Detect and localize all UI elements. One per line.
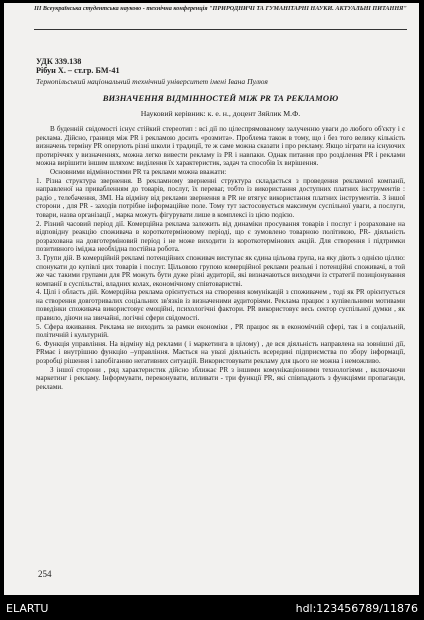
author-line: Рібун Х. – ст.гр. БМ-41 <box>36 66 120 76</box>
repository-name: ELARTU <box>6 602 49 615</box>
list-item: 2. Різний часовий період дії. Комерційна реклама залежить від динаміки просування товарів і послуг і розраховане на відповідну реакцію споживача в короткотерміновому періоді, що є зумовлено товарною політикою, PR- діяльність розрахована на довготерміновий період і не може виходити із короткотермінових акцій. Для створення і підтримки позитивного іміджа необхідна постійна робота. <box>36 219 405 254</box>
document-page <box>4 3 419 595</box>
intro-paragraph: В буденній свідомості існує стійкий стереотип : всі дії по цілеспрямованому залученню уваги до любого об'єкту і є реклама. Дійсно, границя між PR і рекламою досить «розмита». Проблема також в тому, що і без того велику кількість визначень терміну PR оперують різні школи і традиції, те ж саме можна сказати і про рекламу. Якщо зіграти на існуючих протиріччях у визначеннях, можна легко вивести рекламу із PR і навпаки. Однак питання про розділення PR і реклами можна вирішити іншим шляхом: виділення їх характеристик, задач та способів їх вирішення. <box>36 125 405 168</box>
list-item: 6. Функція управління. На відміну від реклами ( і маркетинга в цілому) , де вся діяльність направлена на зовнішні дії, PRмає і внутрішню функцію –управління. Мається на увазі діяльність всередині підприємства по збору інформації, розробці рішення і запобіганню негативних ситуацій. Використовувати рекламу для цього не можна і неможливо. <box>36 339 405 366</box>
page-number: 254 <box>38 569 52 579</box>
scientific-advisor: Науковий керівник: к. е. н., доцент Зяйлик М.Ф. <box>140 109 301 119</box>
closing-paragraph: З іншої сторони , ряд характеристик дійсно зближає PR з іншими комунікаціонними технологіями , включаючи маркетинг і рекламу. Інформувати, переконувати, впливати - три функції PR, які співпадають з функціями пропаганди, реклами. <box>36 365 405 391</box>
list-item: 3. Групи дій. В комерційній рекламі потенційних споживач виступає як єдина цільова група, на яку діють з однією ціллю: спонукати до купівлі цих товарів і послуг. Цільовою групою комерційної реклами реальні і потенційні споживачі, в той же час такими групами для PR можуть бути дуже різні аудиторії, які визначаються виходячи із стратегії позиціонування компанії в суспільстві, владних колах, економічному співтоваристві. <box>36 253 405 288</box>
list-item: 1. Різна структура звернення. В рекламному зверненні структура складається з проведення рекламної компанії, направленої на привабленням до товарів, послуг, їх переваг, тобто із використання доступних платних інструментів : радіо , телебачення, ЗМІ. На відміну від реклами звернення в PR не втягує використання платних інструментів. З іншої сторони , для PR - заходів потрібне інформаційне поле. Тому тут застосовується максимум суспільної уваги, а послуги, товари, назва організації , марка можуть фігурувати лише в комплексі із цією подією. <box>36 176 405 219</box>
list-item: 4. Цілі і область дій. Комерційна реклама орієнтується на створення комунікацій з споживачем , тоді як PR орієнтується на створення довготривалих соціальних зв'язків із визначеними аудиторіями. Реклама працює з купівельними мотивами поведінки споживача використовує емоційні, психологічні фактори. PR використовує весь сектор суспільної думки , як правило, діючи на звичайні, логічні сфери свідомості. <box>36 288 405 323</box>
article-title: ВИЗНАЧЕННЯ ВІДМІННОСТЕЙ МІЖ PR ТА РЕКЛАМОЮ <box>102 92 339 103</box>
university-line: Тернопільський національний технічний університет імені Івана Пулюя <box>36 76 268 86</box>
list-intro: Основними відмінностями PR та реклами можна вважати: <box>50 167 227 176</box>
handle-id: hdl:123456789/11876 <box>295 602 418 615</box>
repository-footer <box>0 598 424 620</box>
udc-code: УДК 339.138 <box>36 57 82 66</box>
article-body <box>36 57 405 391</box>
list-item: 5. Сфера вживання. Реклама не виходить за рамки економіки , PR працює як в економічній сфері, так і в соціальній, політичній і культурній. <box>36 322 405 340</box>
conference-header: III Всеукраїнська студентська науково - технічна конференція "ПРИРОДНИЧІ ТА ГУМАНІТАРНІ НАУКИ. АКТУАЛЬНІ ПИТАННЯ" <box>34 5 407 30</box>
